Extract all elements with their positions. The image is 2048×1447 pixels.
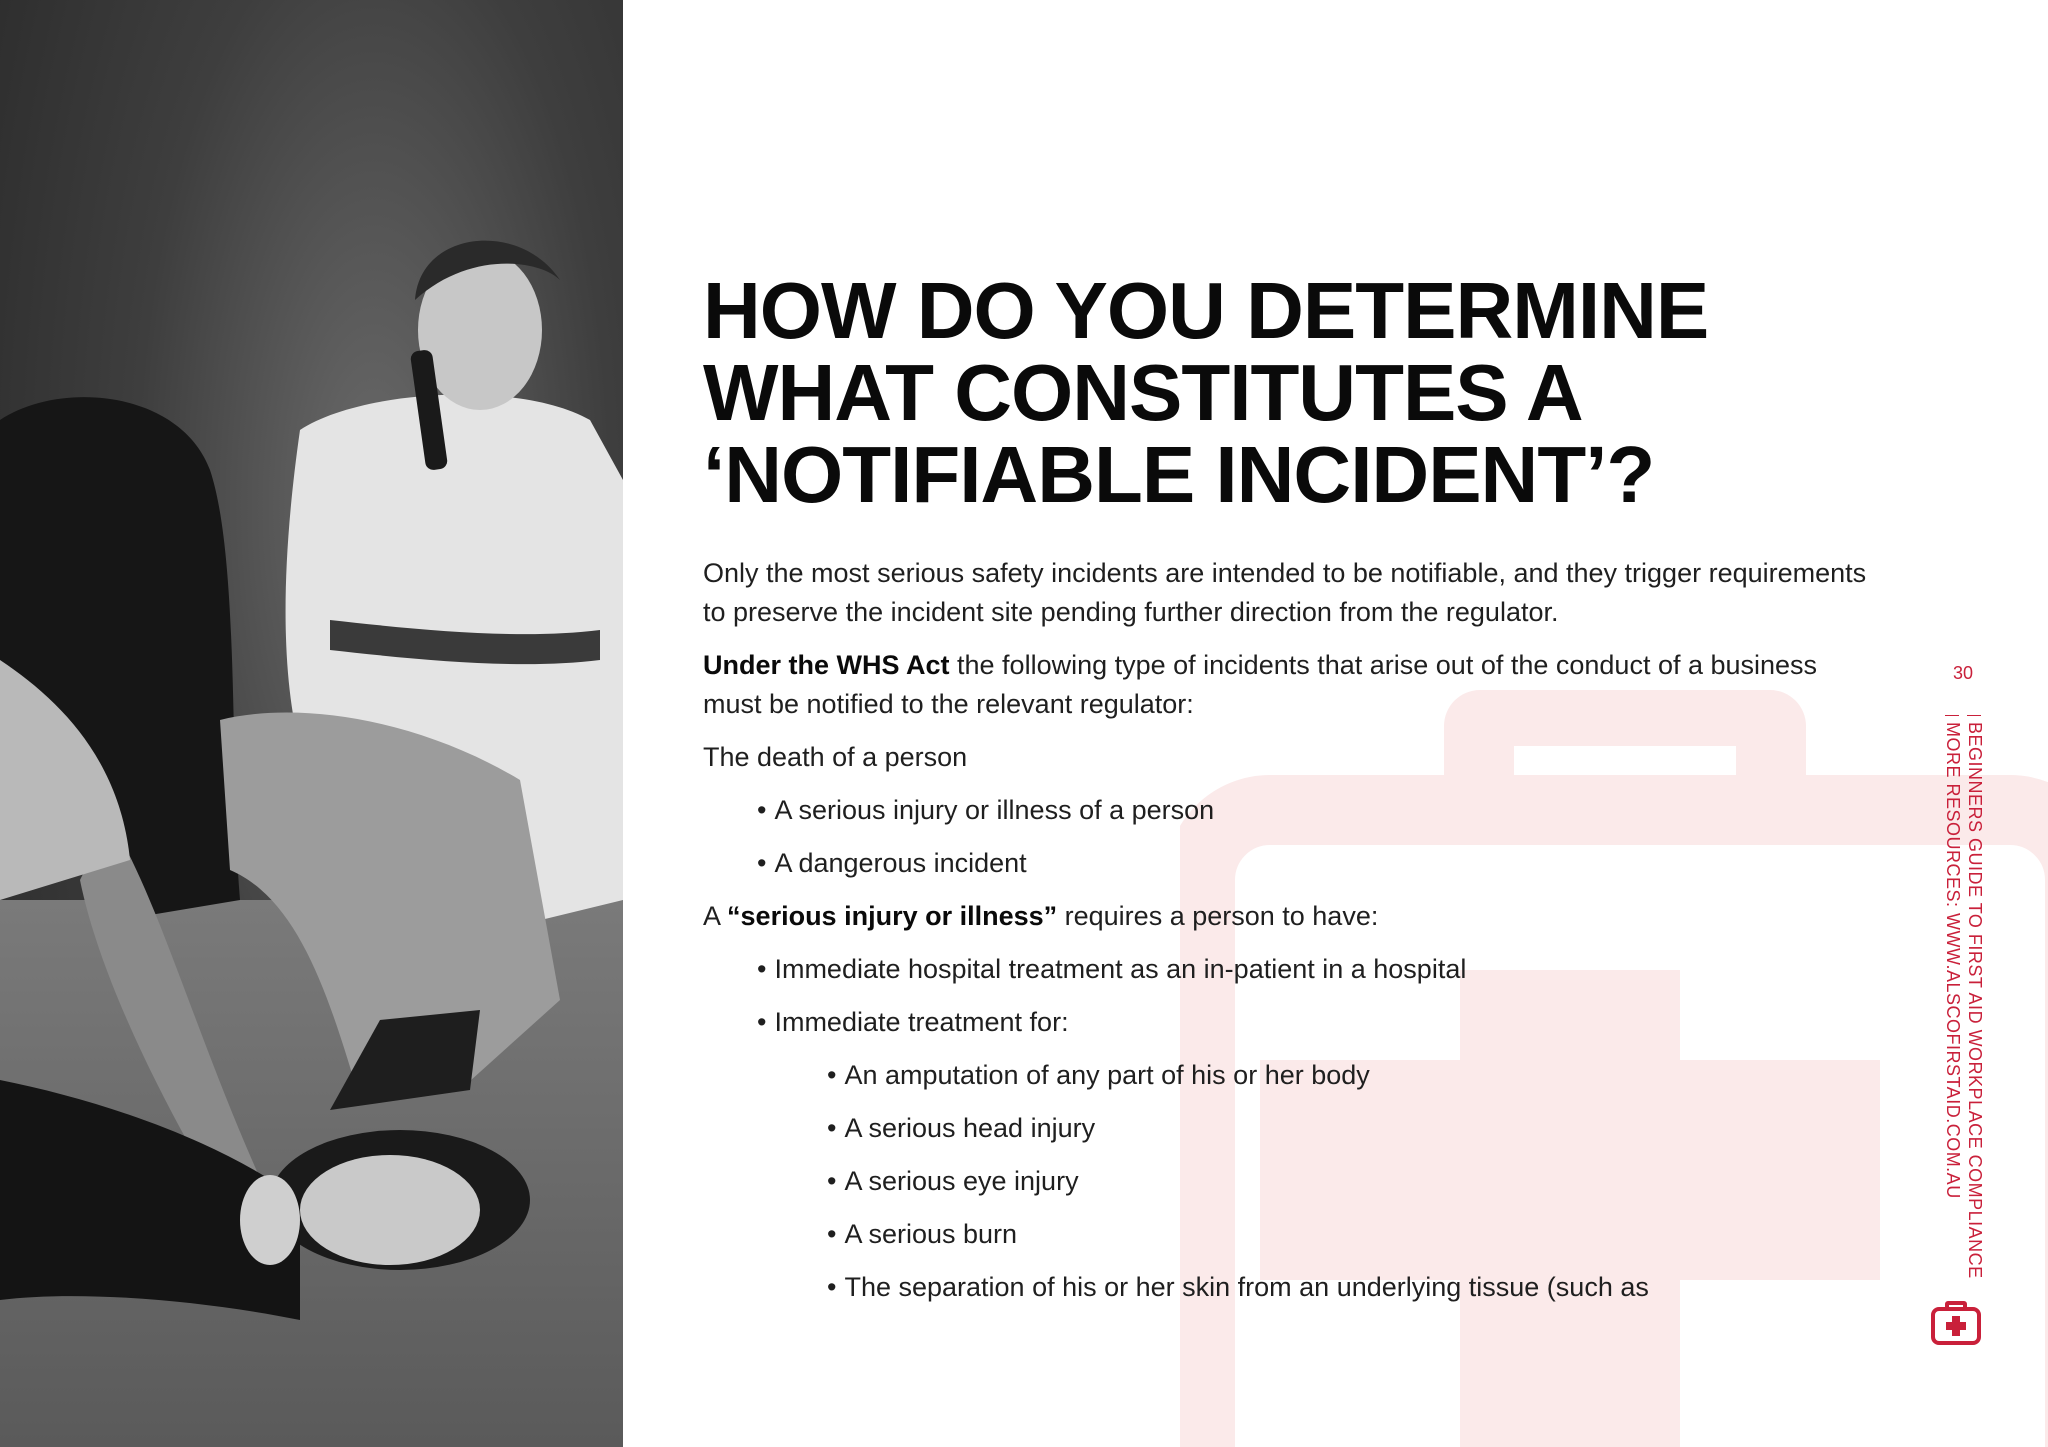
heading-line-3: ‘NOTIFIABLE INCIDENT’? <box>703 430 1655 519</box>
whs-paragraph <box>703 646 1883 724</box>
heading-line-2: WHAT CONSTITUTES A <box>703 348 1583 437</box>
list-item: • Immediate hospital treatment as an in-patient in a hospital <box>703 950 1883 989</box>
list-item: • A serious injury or illness of a person <box>703 791 1883 830</box>
first-aid-kit-icon <box>1930 1295 1982 1347</box>
serious-rest: requires a person to have: <box>1057 901 1379 931</box>
first-aid-photo <box>0 0 623 1447</box>
list-item: • A serious eye injury <box>703 1162 1883 1201</box>
side-caption <box>1942 715 1986 1279</box>
page-number: 30 <box>1953 663 1974 683</box>
list-item: • The separation of his or her skin from an underlying tissue (such as <box>703 1268 1883 1307</box>
intro-paragraph: Only the most serious safety incidents are intended to be notifiable, and they trigger requirements to preserve the incident site pending further direction from the regulator. <box>703 558 1867 627</box>
list-item: • A serious head injury <box>703 1109 1883 1148</box>
heading-line-1: HOW DO YOU DETERMINE <box>703 266 1709 355</box>
list-item: • A serious burn <box>703 1215 1883 1254</box>
serious-prefix: A <box>703 901 728 931</box>
whs-rest: the following type of incidents that arise out of the conduct of a business must be notified to the relevant regulator: <box>703 650 1818 719</box>
main-content <box>703 266 1883 1307</box>
page-heading <box>703 266 1883 519</box>
side-title: BEGINNERS GUIDE TO FIRST AID WORKPLACE COMPLIANCE <box>1964 715 1986 1255</box>
serious-definition <box>703 897 1883 936</box>
side-resources: MORE RESOURCES: WWW.ALSCOFIRSTAID.COM.AU <box>1942 715 1964 1255</box>
death-line: The death of a person <box>703 742 968 772</box>
list-item: • Immediate treatment for: <box>703 1003 1883 1042</box>
list-item: • A dangerous incident <box>703 844 1883 883</box>
list-item: • An amputation of any part of his or her body <box>703 1056 1883 1095</box>
serious-bold: “serious injury or illness” <box>727 901 1058 931</box>
photo-illustration <box>0 0 623 1447</box>
whs-bold: Under the WHS Act <box>703 650 950 680</box>
